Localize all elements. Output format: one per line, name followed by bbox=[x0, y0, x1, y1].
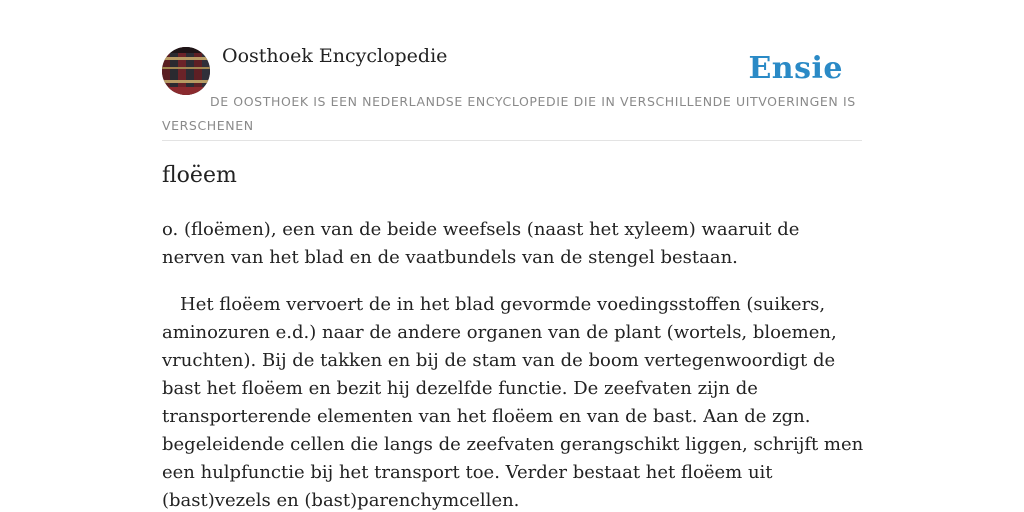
article-paragraph: Het floëem vervoert de in het blad gevormde voedingsstoffen (suikers, aminozuren e.d.) naar de andere organen van de plant (wortels, bloemen, vruchten). Bij de takken en bij de stam van de boom vertegenwoordigt de bast het floëem en bezit hij dezelfde functie. De zeefvaten zijn de transporterende elementen van het floëem en van de bast. Aan de zgn. begeleidende cellen die langs de zeefvaten gerangschikt liggen, schrijft men een hulpfunctie bij het transport toe. Verder bestaat het floëem uit (bast)vezels en (bast)parenchymcellen. bbox=[162, 294, 864, 511]
publication-header bbox=[162, 0, 862, 141]
brand-logo[interactable]: Ensie bbox=[748, 51, 843, 86]
content-column bbox=[162, 0, 864, 511]
article-title: floëem bbox=[162, 163, 237, 188]
publication-tagline: DE OOSTHOEK IS EEN NEDERLANDSE ENCYCLOPEDIE DIE IN VERSCHILLENDE UITVOERINGEN IS VERSCHENEN bbox=[162, 94, 856, 133]
publication-name[interactable]: Oosthoek Encyclopedie bbox=[222, 45, 448, 67]
article-paragraph: o. (floëmen), een van de beide weefsels (naast het xyleem) waaruit de nerven van het blad en de vaatbundels van de stengel bestaan. bbox=[162, 219, 800, 268]
book-spines-icon[interactable] bbox=[162, 47, 210, 95]
